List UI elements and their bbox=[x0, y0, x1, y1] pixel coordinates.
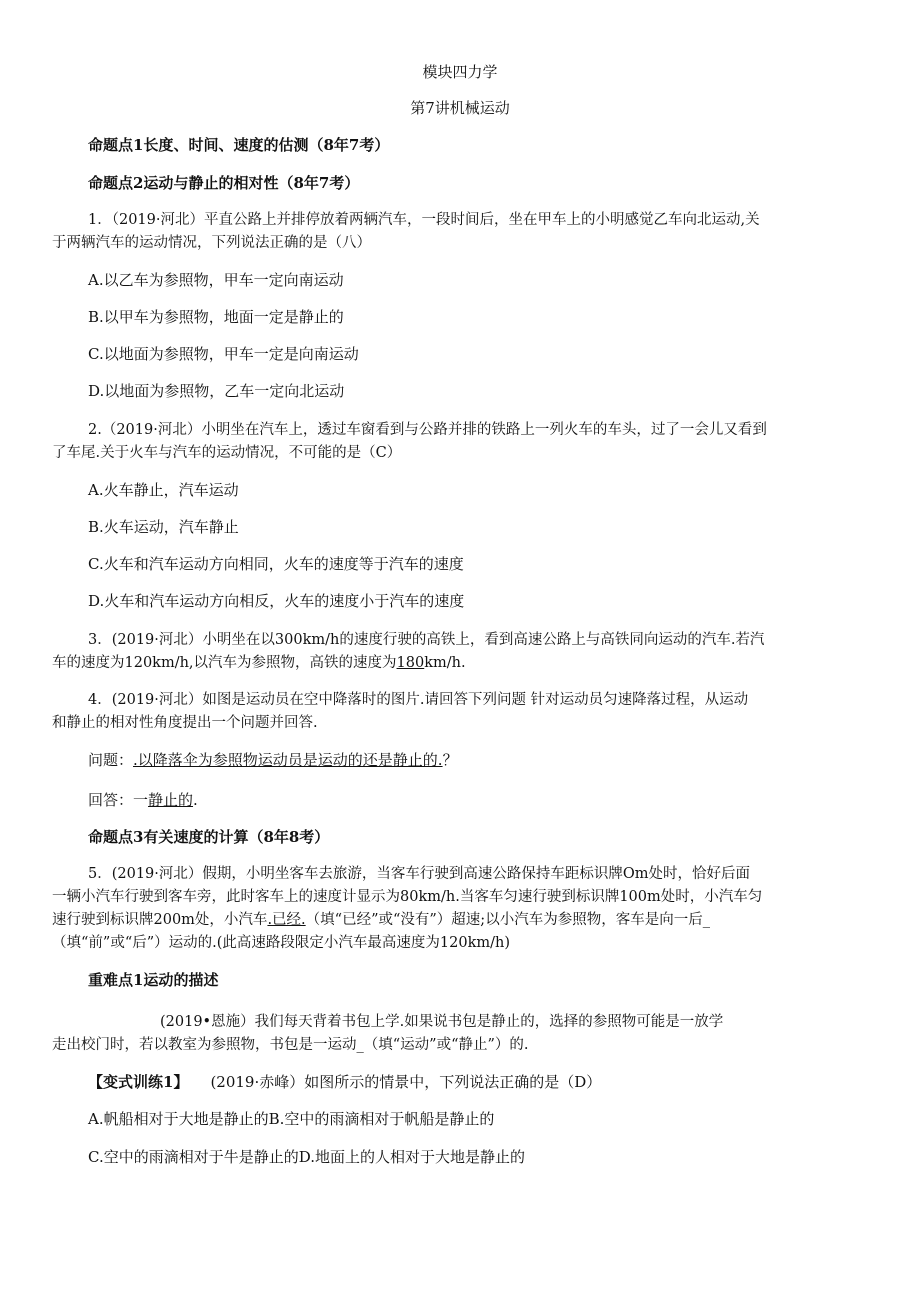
q3-line2 bbox=[52, 653, 466, 673]
q4-line1: 4．(2019·河北）如图是运动员在空中降落时的图片.请回答下列问题 针对运动员匀速降落过程，从运动 bbox=[88, 692, 749, 708]
q3-line2-text: 车的速度为120km/h,以汽车为参照物，高铁的速度为 bbox=[52, 655, 397, 671]
q1-option-c: C.以地面为参照物，甲车一定是向南运动 bbox=[88, 345, 359, 363]
q4-question-label: 问题： bbox=[88, 751, 134, 769]
q4-line2: 和静止的相对性角度提出一个问题并回答. bbox=[52, 715, 318, 731]
q2-option-b: B.火车运动，汽车静止 bbox=[88, 518, 239, 536]
q2-stem-line2: 了车尾.关于火车与汽车的运动情况，不可能的是（C） bbox=[52, 445, 402, 461]
q4-question-answer: .以降落伞为参照物运动员是运动的还是静止的. bbox=[133, 751, 443, 769]
q3-answer: 180 bbox=[396, 655, 425, 671]
q2-stem-line1: 2.（2019·河北）小明坐在汽车上，透过车窗看到与公路并排的铁路上一列火车的车头，过了一会儿又看到 bbox=[88, 422, 767, 438]
module-title: 模块四力学 bbox=[422, 63, 498, 81]
q2-option-c: C.火车和汽车运动方向相同，火车的速度等于汽车的速度 bbox=[88, 555, 464, 573]
variant-options-ab: A.帆船相对于大地是静止的B.空中的雨滴相对于帆船是静止的 bbox=[88, 1110, 495, 1128]
q4-answer-end: . bbox=[193, 791, 198, 809]
example-line2: 走出校门时，若以教室为参照物，书包是一运动_（填“运动”或“静止”）的. bbox=[52, 1037, 529, 1053]
q5-line4: （填“前”或“后”）运动的.(此高速路段限定小汽车最高速度为120km/h) bbox=[52, 935, 511, 951]
topic-heading-1: 命题点1长度、时间、速度的估测（8年7考） bbox=[88, 136, 390, 154]
q5-line3-text: 速行驶到标识牌200m处，小汽车 bbox=[52, 912, 268, 928]
q1-stem-line1: 1．（2019·河北）平直公路上并排停放着两辆汽车，一段时间后，坐在甲车上的小明感觉乙车向北运动,关 bbox=[88, 212, 760, 228]
q4-answer-text: 静止的 bbox=[148, 791, 194, 809]
q1-stem-line2: 于两辆汽车的运动情况，下列说法正确的是（八） bbox=[52, 235, 371, 251]
q5-line1: 5．(2019·河北）假期，小明坐客车去旅游，当客车行驶到高速公路保持车距标识牌Om处时，恰好后面 bbox=[88, 866, 751, 882]
q4-answer-line bbox=[88, 790, 198, 810]
q5-answer: .已经. bbox=[267, 912, 306, 928]
q2-option-d: D.火车和汽车运动方向相反，火车的速度小于汽车的速度 bbox=[88, 592, 465, 610]
q4-answer-label: 回答：一 bbox=[88, 791, 149, 809]
q2-option-a: A.火车静止，汽车运动 bbox=[88, 481, 239, 499]
q4-question-line bbox=[88, 750, 458, 770]
topic-heading-3: 命题点3有关速度的计算（8年8考） bbox=[88, 828, 330, 846]
q5-line2: 一辆小汽车行驶到客车旁，此时客车上的速度计显示为80km/h.当客车匀速行驶到标识牌100m处时，小汽车匀 bbox=[52, 889, 763, 905]
example-line1: (2019•恩施）我们每天背着书包上学.如果说书包是静止的，选择的参照物可能是一放学 bbox=[160, 1014, 724, 1030]
q3-line1: 3．(2019·河北）小明坐在以300km/h的速度行驶的高铁上，看到高速公路上与高铁同向运动的汽车.若汽 bbox=[88, 632, 765, 648]
q4-question-end: ？ bbox=[442, 751, 458, 769]
q5-line3-rest: （填“已经”或“没有”）超速;以小汽车为参照物，客车是向一后_ bbox=[305, 912, 710, 928]
lecture-title: 第7讲机械运动 bbox=[410, 99, 510, 117]
difficult-heading-1: 重难点1运动的描述 bbox=[88, 971, 219, 989]
variant-label: 【变式训练1】 bbox=[88, 1073, 189, 1091]
q5-line3 bbox=[52, 910, 710, 930]
q1-option-b: B.以甲车为参照物，地面一定是静止的 bbox=[88, 308, 344, 326]
variant-options-cd: C.空中的雨滴相对于牛是静止的D.地面上的人相对于大地是静止的 bbox=[88, 1148, 525, 1166]
variant-line bbox=[88, 1072, 601, 1092]
variant-stem: (2019·赤峰）如图所示的情景中，下列说法正确的是（D） bbox=[210, 1073, 602, 1091]
q1-option-d: D.以地面为参照物，乙车一定向北运动 bbox=[88, 382, 345, 400]
q1-option-a: A.以乙车为参照物，甲车一定向南运动 bbox=[88, 271, 344, 289]
q3-unit: km/h. bbox=[424, 655, 466, 671]
topic-heading-2: 命题点2运动与静止的相对性（8年7考） bbox=[88, 174, 360, 192]
